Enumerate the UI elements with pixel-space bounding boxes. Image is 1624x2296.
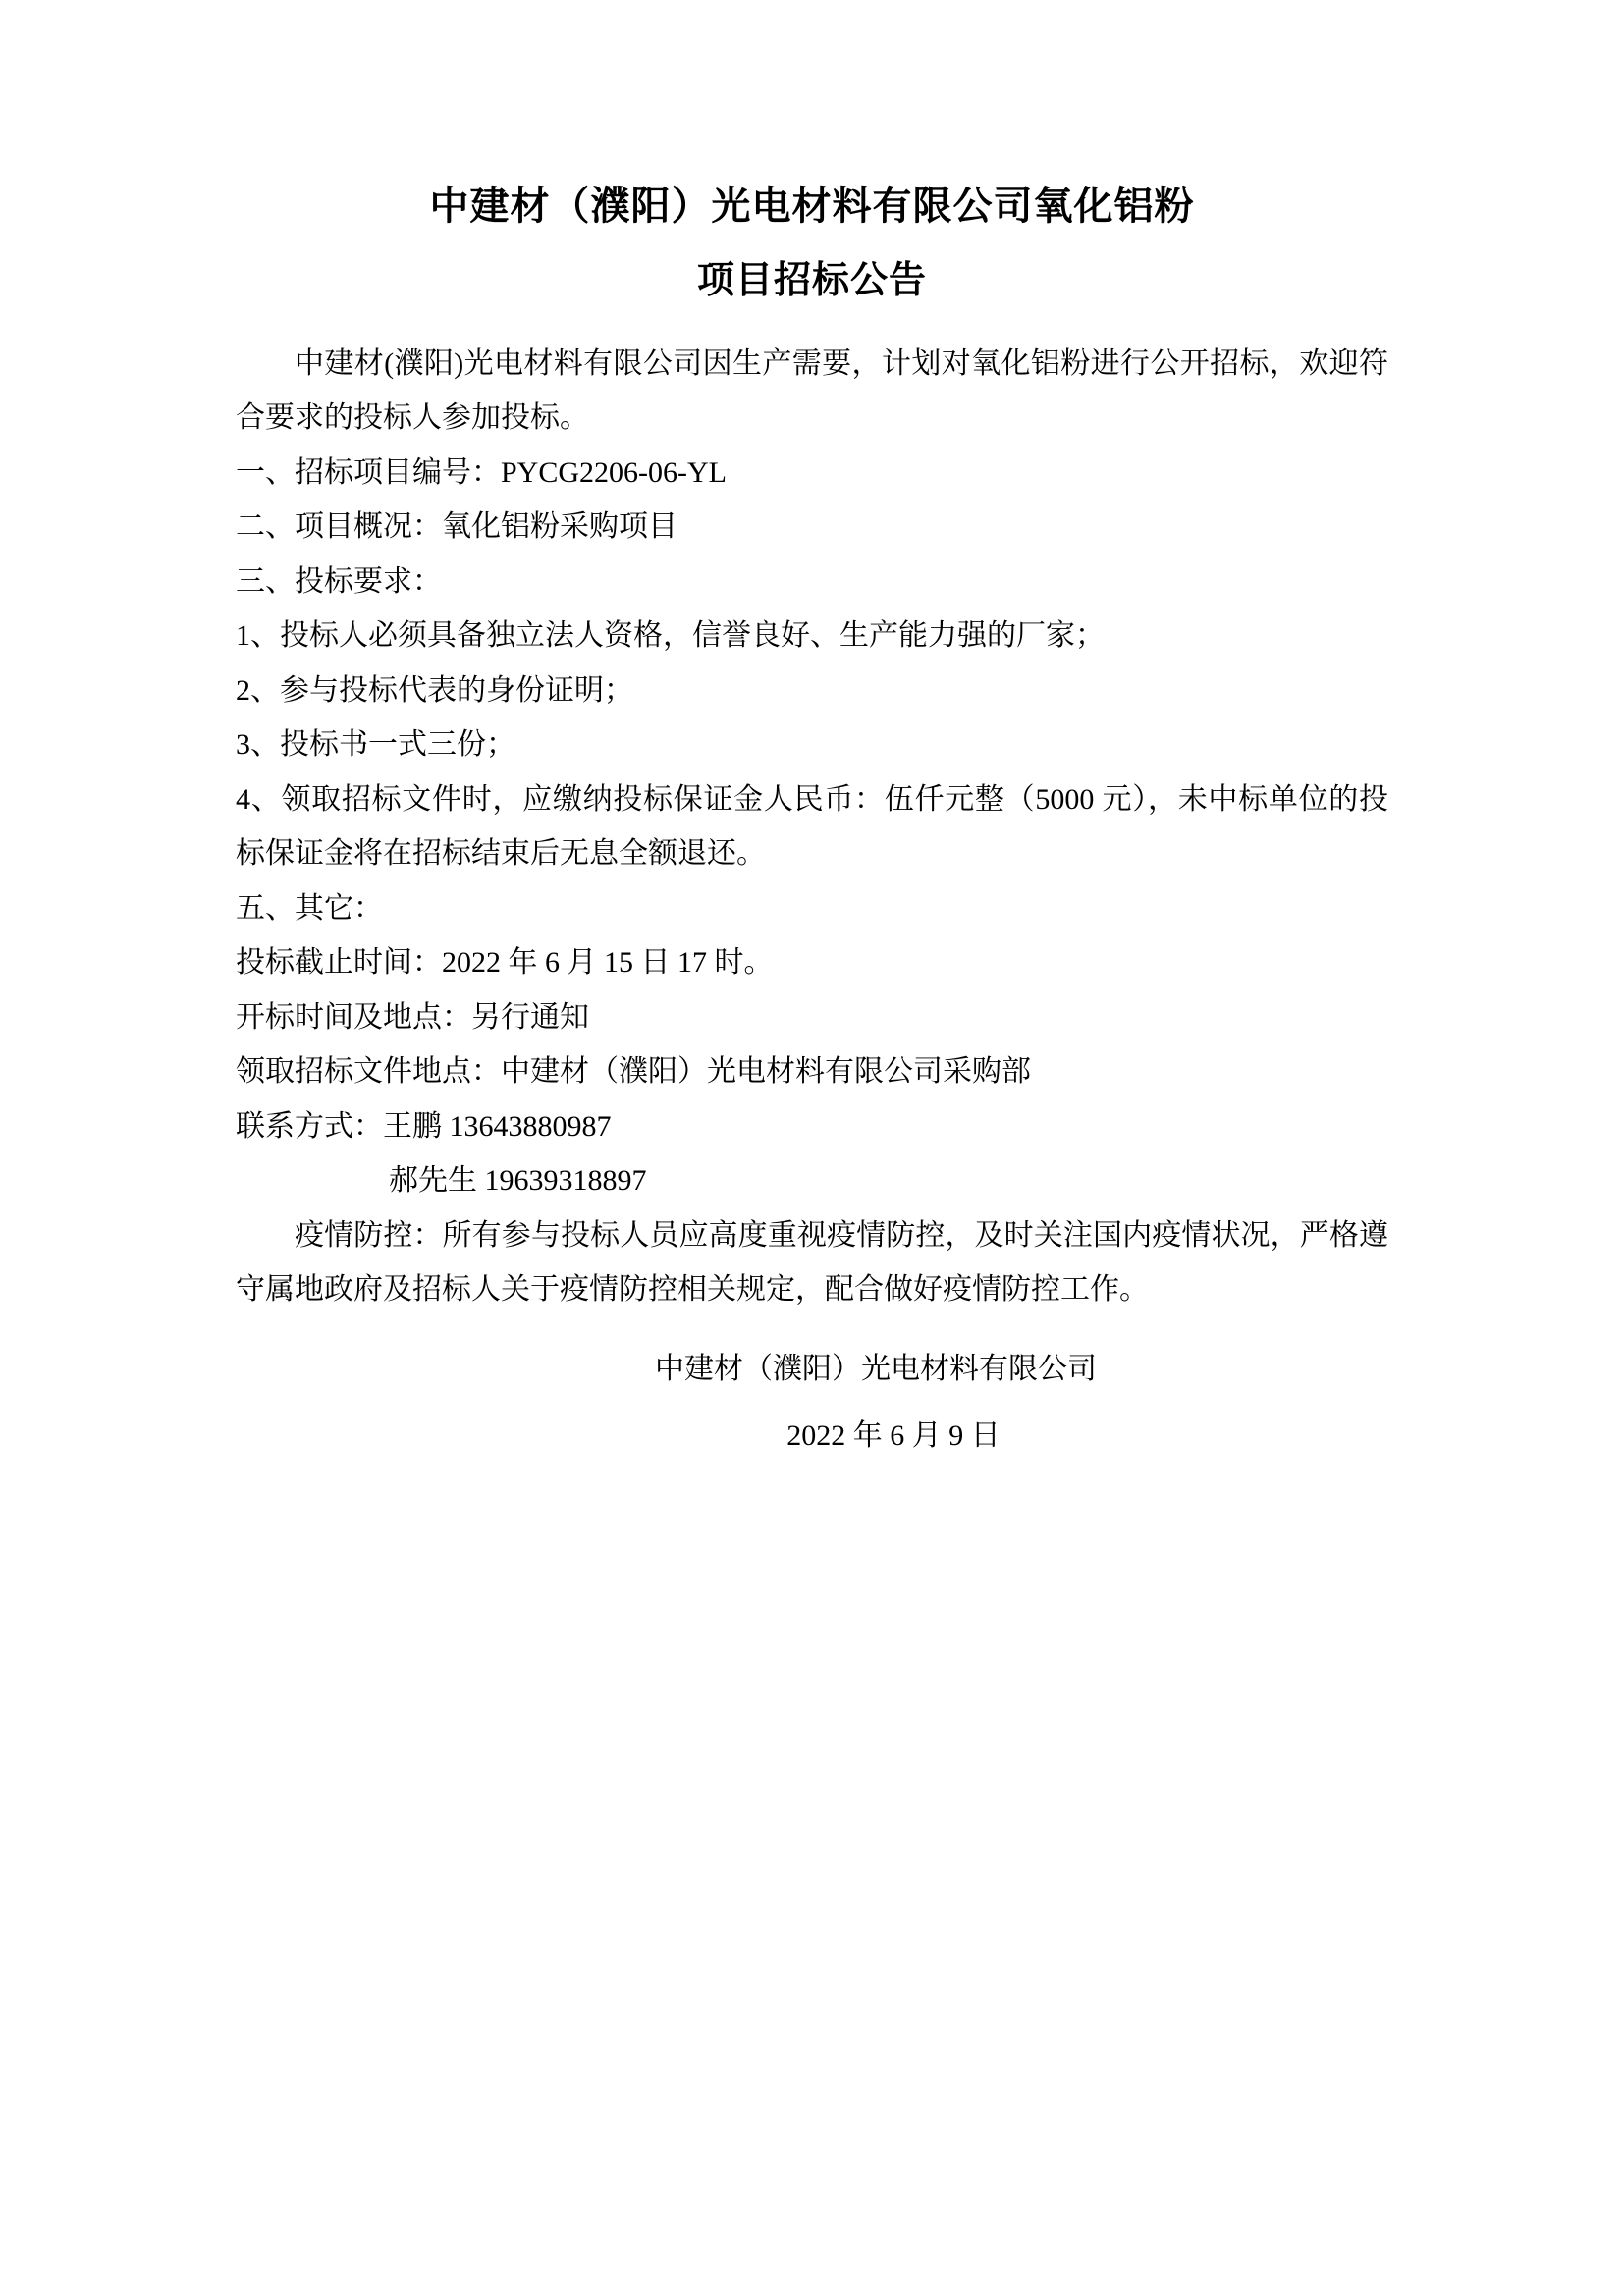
- requirement-2: 2、参与投标代表的身份证明；: [236, 673, 633, 707]
- contact-primary: 联系方式：王鹏 13643880987: [236, 1109, 612, 1143]
- page-title: 中建材（濮阳）光电材料有限公司氧化铝粉: [429, 184, 1195, 228]
- item-bid-requirements-heading: 三、投标要求：: [236, 564, 442, 598]
- contact-secondary: 郝先生 19639318897: [389, 1164, 647, 1198]
- requirement-3: 3、投标书一式三份；: [236, 728, 515, 762]
- document-body: [236, 337, 1388, 1463]
- requirement-4: 4、领取招标文件时，应缴纳投标保证金人民币：伍仟元整（5000 元），未中标单位的投标保证金将在招标结束后无息全额退还。: [236, 782, 1388, 871]
- page-subtitle: 项目招标公告: [696, 260, 927, 301]
- signature-block: [236, 1343, 1388, 1463]
- bid-deadline: 投标截止时间：2022 年 6 月 15 日 17 时。: [236, 946, 774, 980]
- bid-opening-time-place: 开标时间及地点：另行通知: [236, 1000, 589, 1034]
- epidemic-prevention-notice: 疫情防控：所有参与投标人员应高度重视疫情防控，及时关注国内疫情状况，严格遵守属地政府及招标人关于疫情防控相关规定，配合做好疫情防控工作。: [236, 1218, 1388, 1307]
- item-project-overview: 二、项目概况：氧化铝粉采购项目: [236, 510, 677, 544]
- signer-name: 中建材（濮阳）光电材料有限公司: [655, 1352, 1097, 1385]
- item-project-number: 一、招标项目编号：PYCG2206-06-YL: [236, 455, 727, 489]
- requirement-1: 1、投标人必须具备独立法人资格，信誉良好、生产能力强的厂家；: [236, 619, 1105, 653]
- document-pickup-location: 领取招标文件地点：中建材（濮阳）光电材料有限公司采购部: [236, 1055, 1031, 1089]
- signature-date: 2022 年 6 月 9 日: [786, 1418, 1001, 1452]
- item-others-heading: 五、其它：: [236, 891, 383, 925]
- opening-paragraph: 中建材(濮阳)光电材料有限公司因生产需要，计划对氧化铝粉进行公开招标，欢迎符合要求的投标人参加投标。: [236, 347, 1388, 435]
